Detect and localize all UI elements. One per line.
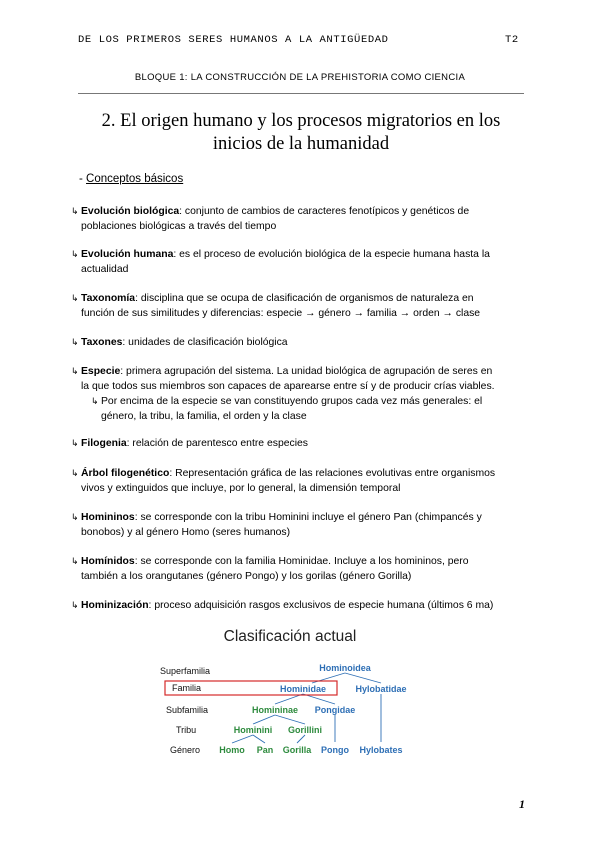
term: Filogenia xyxy=(81,438,127,449)
term: Taxones xyxy=(81,337,123,348)
definition-item: ↳ Taxones: unidades de clasificación biológica xyxy=(71,337,288,348)
term: Homininos xyxy=(81,512,135,523)
level-subfamilia: Subfamilia xyxy=(166,705,209,715)
arrow-icon: ↳ xyxy=(71,337,79,347)
page-number: 1 xyxy=(519,797,525,811)
arrow-icon: ↳ xyxy=(91,396,99,406)
arrow-icon: ↳ xyxy=(71,366,79,376)
title-line-2: inicios de la humanidad xyxy=(212,134,390,154)
node-hominoidea: Hominoidea xyxy=(319,663,371,673)
definition-item: ↳ Hominización: proceso adquisición rasgos exclusivos de especie humana (últimos 6 ma) xyxy=(71,600,494,611)
subheading-dash: - xyxy=(79,173,87,185)
level-tribu: Tribu xyxy=(176,725,197,735)
definition-item: ↳ Árbol filogenético: Representación gráfica de las relaciones evolutivas entre organismos vivos y extinguidos que incluye, por lo general, la dimensión temporal xyxy=(71,468,496,494)
classification-diagram xyxy=(140,625,440,765)
arrow-icon: ↳ xyxy=(71,468,79,478)
definition-item: ↳ Homininos: se corresponde con la tribu Hominini incluye el género Pan (chimpancés y bonobos) y al género Homo (seres humanos) xyxy=(71,512,482,538)
header-divider xyxy=(78,93,524,94)
level-superfamilia: Superfamilia xyxy=(160,666,211,676)
term: Homínidos xyxy=(81,556,135,567)
block-title: BLOQUE 1: LA CONSTRUCCIÓN DE LA PREHISTORIA COMO CIENCIA xyxy=(134,72,466,83)
term: Hominización xyxy=(81,600,149,611)
arrow-icon: ↳ xyxy=(71,293,79,303)
node-homo: Homo xyxy=(219,745,245,755)
node-hominidae: Hominidae xyxy=(279,684,327,694)
definition-item: ↳ Homínidos: se corresponde con la familia Hominidae. Incluye a los homininos, pero también a los orangutanes (género Pongo) y los gorilas (género Gorilla) xyxy=(71,556,469,582)
level-genero: Género xyxy=(170,745,201,755)
sub-item: ↳ Por encima de la especie se van constituyendo grupos cada vez más generales: el género, la tribu, la familia, el orden y la clase xyxy=(91,396,483,422)
diagram-title: Clasificación actual xyxy=(223,628,357,645)
node-pongidae: Pongidae xyxy=(314,705,356,715)
node-hylobates: Hylobates xyxy=(359,745,403,755)
unit-code: T2 xyxy=(505,34,519,46)
running-header: DE LOS PRIMEROS SERES HUMANOS A LA ANTIGÜEDAD xyxy=(78,34,389,46)
title-line-1: 2. El origen humano y los procesos migratorios en los xyxy=(101,111,501,131)
term: Evolución biológica xyxy=(81,206,180,217)
page-title xyxy=(78,110,524,156)
arrow-icon: ↳ xyxy=(71,249,79,259)
definition-item: ↳ Especie: primera agrupación del sistema. La unidad biológica de agrupación de seres en la que todos sus miembros son capaces de aparearse entre sí y de producir crías viables. ↳ Por encima de la especie se van constituyendo grupos cada vez más generales: el género, la tribu, la familia, el orden y la clase xyxy=(71,364,533,424)
arrow-icon: ↳ xyxy=(71,556,79,566)
connector xyxy=(253,735,265,743)
connector xyxy=(297,735,305,743)
term: Taxonomía xyxy=(81,293,136,304)
node-hylobatidae: Hylobatidae xyxy=(355,684,407,694)
arrow-icon: ↳ xyxy=(71,206,79,216)
node-gorilla: Gorilla xyxy=(282,745,312,755)
node-gorillini: Gorillini xyxy=(287,725,323,735)
arrow-icon: ↳ xyxy=(71,438,79,448)
subheading-label: Conceptos básicos xyxy=(86,173,184,185)
connector xyxy=(253,715,275,724)
level-familia: Familia xyxy=(172,683,202,693)
definition-item: ↳ Evolución biológica: conjunto de cambios de caracteres fenotípicos y genéticos de poblaciones biológicas a través del tiempo xyxy=(71,206,470,232)
connector xyxy=(232,735,253,743)
connector xyxy=(345,673,381,683)
node-pan: Pan xyxy=(256,745,274,755)
arrow-icon: ↳ xyxy=(71,512,79,522)
term: Evolución humana xyxy=(81,249,174,260)
arrow-icon: ↳ xyxy=(71,600,79,610)
connector xyxy=(275,715,305,724)
node-homininae: Homininae xyxy=(251,705,299,715)
node-pongo: Pongo xyxy=(321,745,349,755)
term: Árbol filogenético xyxy=(81,468,170,479)
definition-item: ↳ Taxonomía: disciplina que se ocupa de clasificación de organismos de naturaleza en función de sus similitudes y diferencias: especie → género → familia → orden → clase xyxy=(71,293,481,319)
definition-item: ↳ Filogenia: relación de parentesco entre especies xyxy=(71,438,308,449)
node-hominini: Hominini xyxy=(233,725,273,735)
definition-item: ↳ Evolución humana: es el proceso de evolución biológica de la especie humana hasta la actualidad xyxy=(71,249,490,275)
term: Especie xyxy=(81,366,121,377)
section-subheading xyxy=(79,173,183,185)
